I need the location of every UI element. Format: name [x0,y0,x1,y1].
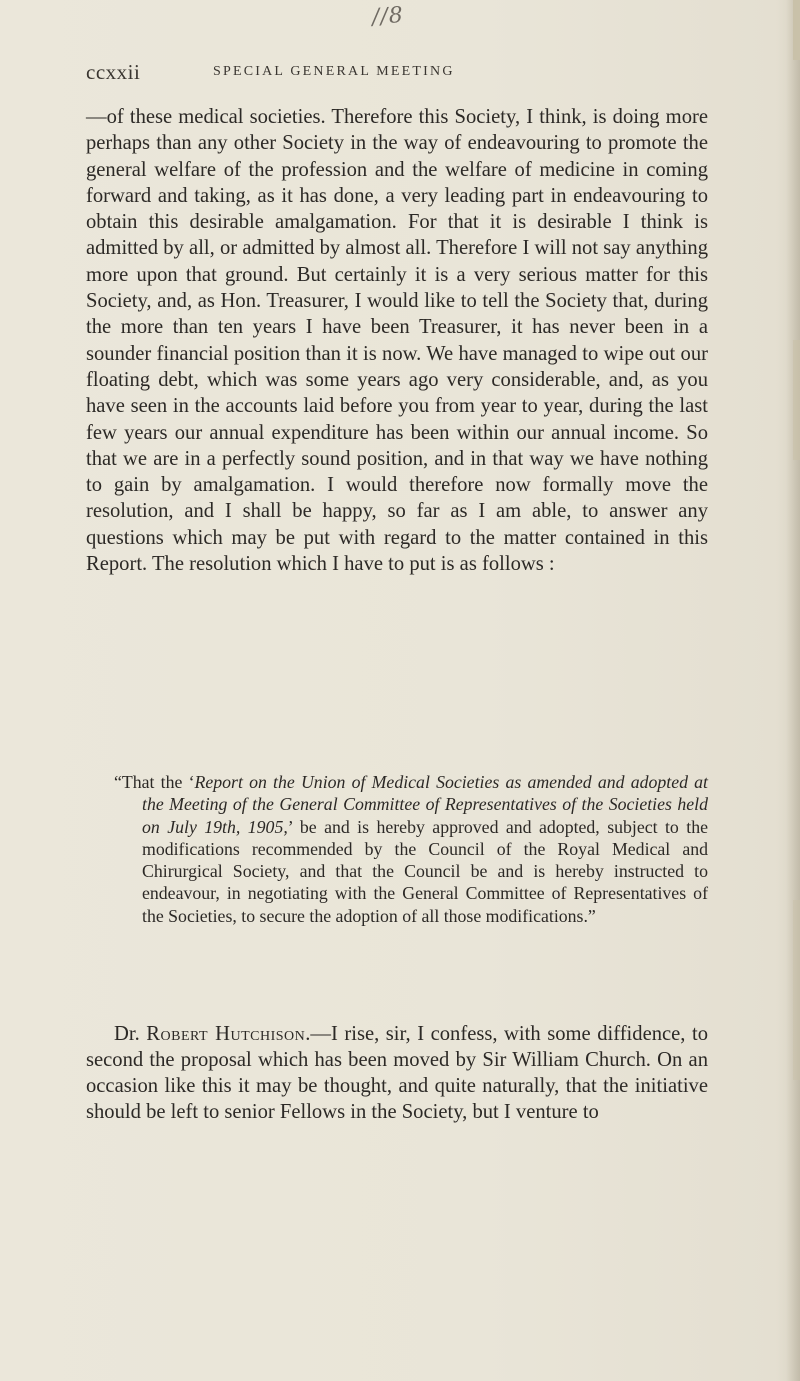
body-paragraph [86,1000,708,1146]
running-head [86,60,706,86]
resolution-body: ’ be and is hereby approved and adopted, subject to the modifications recommended by the Council of the Royal Medical and Chirurgical Society, and that the Council be and is hereby instructed to endeavour, in negotiating with the General Committee of Representatives of the Societies, to secure the adoption of all those modifications.” [142,816,708,926]
page-edge-mark [793,340,800,460]
running-head-title: SPECIAL GENERAL MEETING [213,64,455,79]
speaker-name: Robert Hutchison [146,1022,306,1045]
page-edge-mark [793,0,800,60]
resolution-quote [86,771,708,927]
page-edge-mark [793,900,800,1080]
pencil-annotation: //8 [371,2,405,31]
paragraph-text: —of these medical societies. Therefore this Society, I think, is doing more perhaps than any other Society in the way of endeavouring to promote the general welfare of the profession and the welfare of medicine in coming forward and taking, as it has done, a very leading part in endeavouring to obtain this desirable amalgamation. For that it is desirable I think is admitted by all, or admitted by almost all. Therefore I will not say anything more upon that ground. But certainly it is a very serious matter for this Society, and, as Hon. Treasurer, I would like to tell the Society that, during the more than ten years I have been Treasurer, it has never been in a sounder financial position than it is now. We have managed to wipe out our floating debt, which was some years ago very considerable, and, as you have seen in the accounts laid before you from year to year, during the last few years our annual expenditure has been within our annual income. So that we are in a perfectly sound position, and in that way we have nothing to gain by amalgamation. I would therefore now formally move the resolution, and I shall be happy, so far as I am able, to answer any questions which may be put with regard to the matter contained in this Report. The resolution which I have to put is as follows : [86,106,708,576]
paragraph-text [86,1021,708,1126]
resolution-text [114,771,708,927]
resolution-open: “That the ‘ [114,772,195,792]
page-edge-shadow [786,0,800,1381]
speaker-prefix: Dr. [114,1022,147,1045]
body-paragraph [86,104,708,577]
report-title: Report on the Union of Medical Societies as amended and adopted at the Meeting of the General Committee of Representatives of the Societies held on July 19th, 1905, [142,772,708,837]
speech-text: .—I rise, sir, I confess, with some diffidence, to second the proposal which has been moved by Sir William Church. On an occasion like this it may be thought, and quite naturally, that the initiative should be left to senior Fellows in the Society, but I venture to [86,1022,708,1124]
page-number: ccxxii [86,60,141,84]
